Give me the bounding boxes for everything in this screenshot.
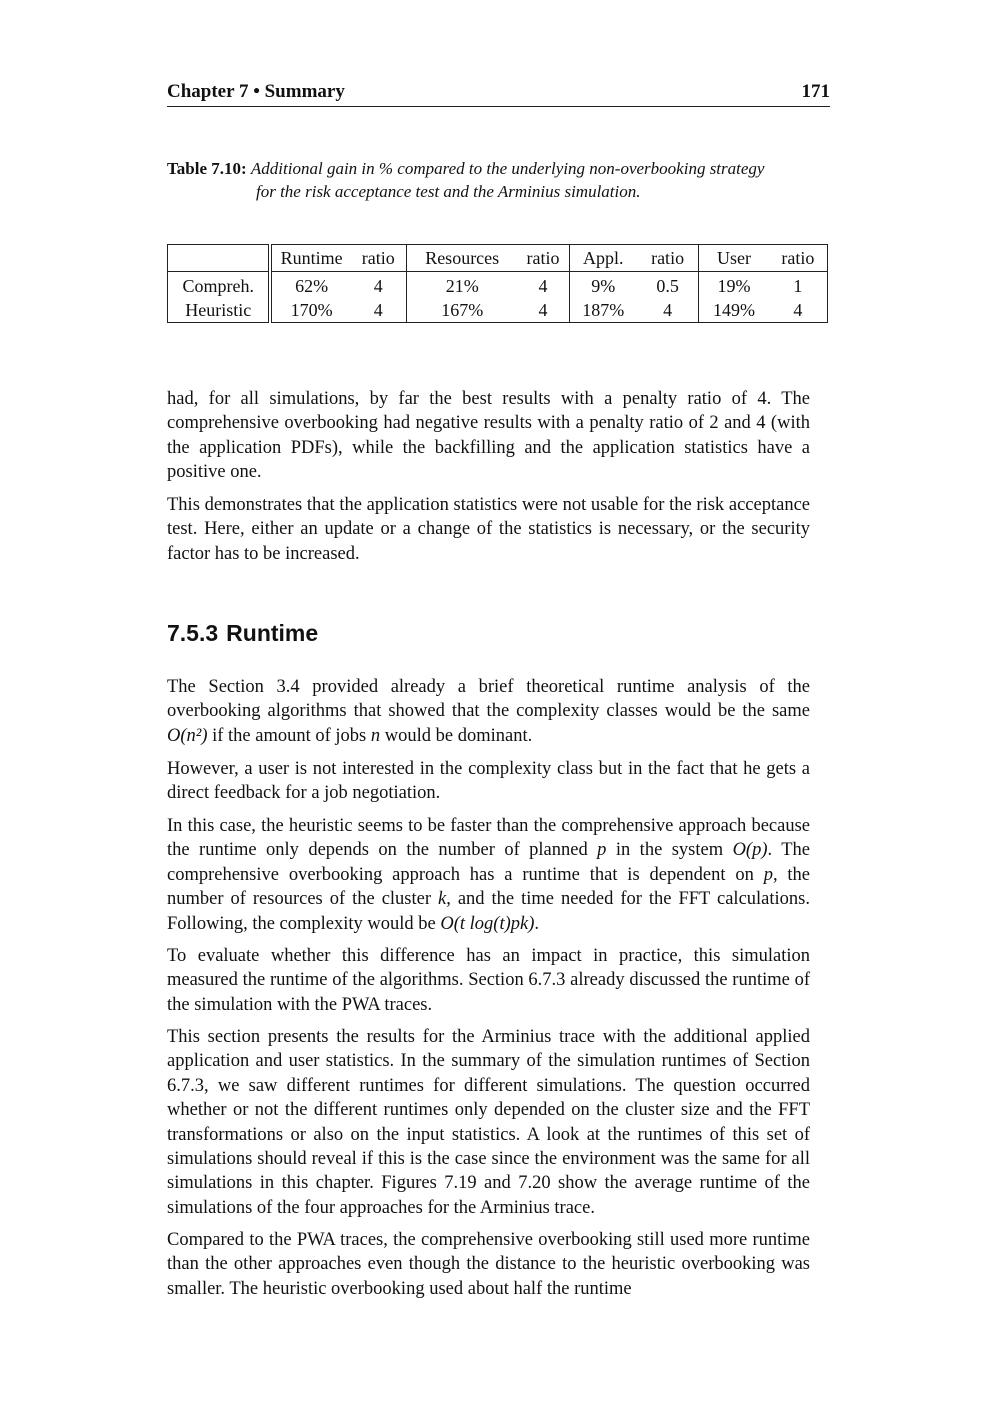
caption-label: Table 7.10:: [167, 159, 247, 178]
paragraph: This section presents the results for the Arminius trace with the additional applied application and user statistics. In the summary of the simulation runtimes of Section 6.7.3, we saw different runtimes for different simulations. The question occurred whether or not the different runtimes only depended on the cluster size and the FFT transformations or also on the input statistics. A look at the runtimes of this set of simulations should reveal if this is the case since the environment was the same for all simulations in this chapter. Figures 7.19 and 7.20 show the average runtime of the simulations of the four approaches for the Arminius trace.: [167, 1027, 810, 1218]
table-caption: [167, 157, 827, 203]
text-run: in the system: [606, 840, 733, 861]
text-run: . The comprehensive overbooking approach has a runtime that is dependent on: [167, 840, 810, 885]
text-run: , and the time needed for the FFT calculations. Following, the complexity would be: [167, 889, 810, 934]
text-run: In this case, the heuristic seems to be faster than the comprehensive approach because the runtime only depends on the number of planned: [167, 816, 810, 861]
table-cell: 1: [769, 272, 828, 299]
table-cell: 9%: [591, 275, 616, 296]
col-header: Runtime: [270, 245, 350, 272]
table-cell: 21%: [445, 275, 479, 296]
math: O(p): [732, 840, 768, 861]
math: n: [370, 725, 381, 746]
section-heading: [167, 620, 318, 647]
math: p: [763, 864, 773, 885]
section-number: 7.5.3: [167, 620, 219, 646]
paragraph: This demonstrates that the application statistics were not usable for the risk acceptance test. Here, either an update or a change of the statistics is necessary, or the security factor has to be increased.: [167, 495, 810, 564]
page-number: 171: [801, 81, 830, 102]
results-table: [167, 244, 828, 323]
col-header: ratio: [769, 245, 828, 272]
col-header: Appl.: [569, 245, 637, 272]
table-cell: 149%: [699, 298, 769, 323]
table-header-row: [168, 245, 828, 272]
text-run: .: [534, 913, 540, 934]
math: p: [597, 840, 607, 861]
table-cell: 19%: [717, 275, 751, 296]
col-header: User: [699, 245, 769, 272]
table-cell: 62%: [295, 275, 329, 296]
paragraph: Compared to the PWA traces, the comprehensive overbooking still used more runtime than the other approaches even though the distance to the heuristic overbooking was smaller. The heuristic overbooking used about half the runtime: [167, 1230, 810, 1299]
running-header: [167, 80, 830, 107]
table-cell: 0.5: [637, 272, 699, 299]
table-cell: 187%: [569, 298, 637, 323]
text-run: would be dominant.: [380, 725, 533, 746]
corner-cell: [168, 245, 271, 272]
caption-line-1: Additional gain in % compared to the underlying non-overbooking strategy: [250, 159, 765, 178]
paragraph: To evaluate whether this difference has an impact in practice, this simulation measured the runtime of the algorithms. Section 6.7.3 already discussed the runtime of the simulation with the PWA traces.: [167, 946, 810, 1015]
table-cell: 4: [351, 298, 407, 323]
paragraph: [167, 675, 810, 748]
paragraph: [167, 814, 810, 936]
table-row: [168, 272, 828, 299]
math: O(t log(t)pk): [440, 913, 535, 934]
table-cell: 170%: [270, 298, 350, 323]
row-label: Compreh.: [168, 272, 271, 299]
math: O(n²): [167, 725, 208, 746]
text-run: The Section 3.4 provided already a brief theoretical runtime analysis of the overbooking algorithms that showed that the complexity classes would be the same: [167, 677, 810, 722]
section-title: Runtime: [226, 620, 319, 646]
col-header: ratio: [351, 245, 407, 272]
text-run: if the amount of jobs: [207, 725, 371, 746]
table-cell: 4: [351, 272, 407, 299]
col-header: ratio: [637, 245, 699, 272]
table-cell: 167%: [406, 298, 517, 323]
table-cell: 4: [637, 298, 699, 323]
col-header: Resources: [406, 245, 517, 272]
text-run: , the number of resources of the cluster: [167, 864, 811, 910]
table-cell: 4: [769, 298, 828, 323]
table-row: [168, 298, 828, 323]
row-label: Heuristic: [168, 298, 271, 323]
paragraph: However, a user is not interested in the complexity class but in the fact that he gets a direct feedback for a job negotiation.: [167, 759, 810, 804]
col-header: ratio: [518, 245, 569, 272]
paragraph: had, for all simulations, by far the best results with a penalty ratio of 4. The comprehensive overbooking had negative results with a penalty ratio of 2 and 4 (with the application PDFs), while the backfilling and the application statistics have a positive one.: [167, 389, 810, 483]
table-cell: 4: [518, 298, 569, 323]
math: k: [438, 889, 447, 910]
caption-line-2: for the risk acceptance test and the Arminius simulation.: [256, 182, 641, 201]
table-cell: 4: [518, 272, 569, 299]
chapter-title: Chapter 7 • Summary: [167, 81, 345, 102]
